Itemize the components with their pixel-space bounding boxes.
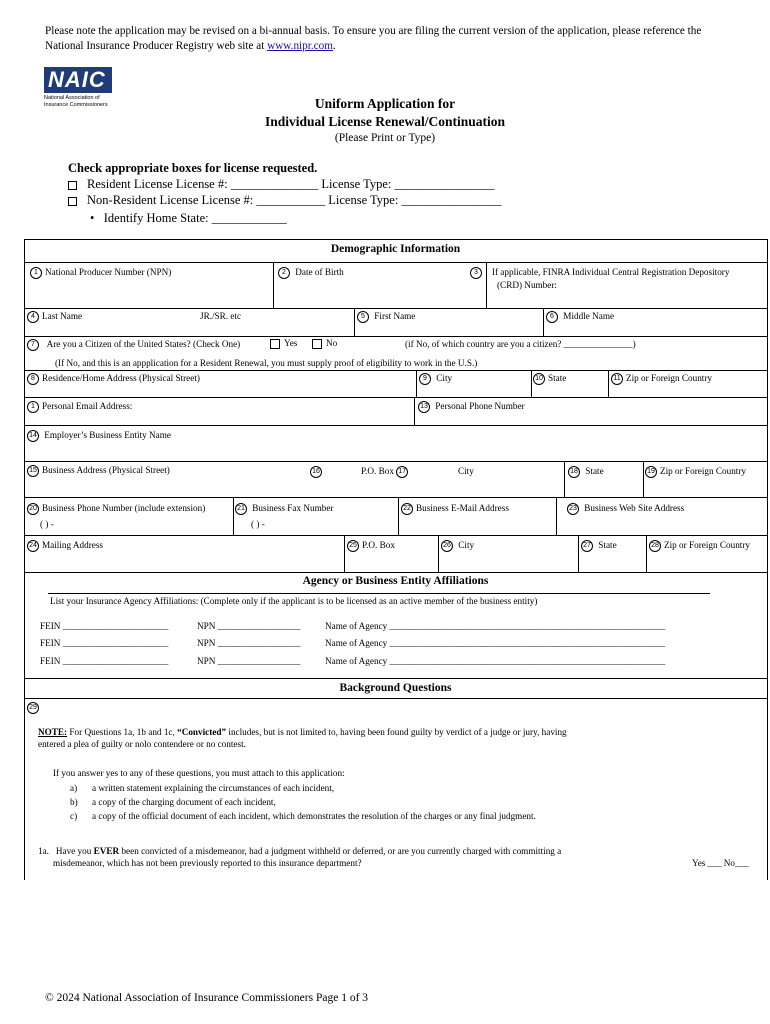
divider	[354, 308, 355, 336]
field-number: 2	[278, 267, 290, 279]
field-number: 22	[401, 503, 413, 515]
crd-label: If applicable, FINRA Individual Central Registration Depository	[491, 267, 730, 278]
question-text: been convicted of a misdemeanor, had a judgment withheld or deferred, or are you currently charged with committing a	[119, 846, 562, 856]
suffix-label: JR./SR. etc	[200, 311, 242, 321]
citizen-yes[interactable]	[258, 338, 297, 349]
field-number: 18	[568, 466, 580, 478]
agency-instructions: List your Insurance Agency Affiliations: (Complete only if the applicant is to be licensed as an active member of the business entity)	[50, 596, 538, 606]
po-box-label: P.O. Box	[361, 466, 394, 477]
crd-field[interactable]	[470, 267, 729, 279]
business-fax-format: ( ) -	[251, 519, 265, 529]
field-number: 16	[310, 466, 322, 478]
divider	[24, 572, 767, 573]
logo-line-1: National Association of	[44, 95, 100, 101]
logo-line-2: Insurance Commissioners	[44, 101, 108, 108]
personal-phone-field[interactable]	[418, 401, 525, 413]
npn-field[interactable]	[30, 267, 171, 279]
resident-license-label: Resident License License #: ______________ License Type: ________________	[87, 177, 495, 191]
question-number: 1a.	[38, 846, 49, 856]
middle-name-field[interactable]	[546, 311, 614, 323]
fein-field[interactable]: FEIN _______________________	[40, 621, 169, 631]
business-fax-label: Business Fax Number	[252, 503, 334, 514]
citizen-question	[27, 339, 240, 351]
crd-label-2: (CRD) Number:	[497, 280, 557, 290]
attach-item: a written statement explaining the circumstances of each incident,	[92, 783, 335, 793]
background-heading: Background Questions	[339, 682, 452, 694]
npn-affiliation-field[interactable]: NPN __________________	[197, 621, 301, 631]
zip-label: Zip or Foreign Country	[660, 466, 746, 477]
field-number: 27	[581, 540, 593, 552]
business-email-label: Business E-Mail Address	[416, 503, 509, 514]
yes-label: Yes	[284, 338, 298, 348]
npn-affiliation-field[interactable]: NPN __________________	[197, 656, 301, 666]
notice-text: Please note the application may be revised on a bi-annual basis. To ensure you are filing the current version of the application, please reference the National Insurance Producer Registry web site at	[45, 25, 702, 52]
business-web-field[interactable]	[567, 503, 684, 515]
home-address-label: Residence/Home Address (Physical Street)	[42, 373, 200, 384]
mailing-state-field[interactable]	[581, 540, 617, 552]
home-city-field[interactable]	[419, 373, 452, 385]
zip-label: Zip or Foreign Country	[664, 540, 750, 551]
question-1a	[38, 846, 561, 856]
divider	[24, 535, 767, 536]
nonresident-license-checkbox[interactable]	[68, 197, 77, 206]
field-number: 29	[27, 702, 39, 714]
field-number: 23	[567, 503, 579, 515]
agency-name-field[interactable]: Name of Agency ____________________________________________________________	[325, 621, 666, 631]
citizen-no[interactable]	[300, 338, 337, 349]
divider	[556, 497, 557, 535]
mailing-address-field[interactable]	[27, 540, 103, 552]
divider	[646, 535, 647, 572]
field-number: 21	[235, 503, 247, 515]
nonresident-license-row	[68, 193, 501, 208]
business-address-label: Business Address (Physical Street)	[42, 465, 170, 476]
home-state-row: • Identify Home State: ____________	[90, 211, 287, 225]
state-label: State	[548, 373, 567, 384]
dob-label: Date of Birth	[295, 267, 344, 278]
nonresident-license-label: Non-Resident License License #: ___________ License Type: ________________	[87, 193, 502, 207]
form-title-line-2: Individual License Renewal/Continuation	[264, 114, 506, 129]
business-state-field[interactable]	[568, 466, 604, 478]
last-name-field[interactable]	[27, 311, 82, 323]
npn-label: National Producer Number (NPN)	[45, 267, 172, 278]
zip-label: Zip or Foreign Country	[626, 373, 712, 384]
npn-affiliation-field[interactable]: NPN __________________	[197, 638, 301, 648]
divider	[48, 593, 710, 594]
divider	[414, 397, 415, 425]
field-number: 15	[27, 465, 39, 477]
agency-name-field[interactable]: Name of Agency ____________________________________________________________	[325, 638, 666, 648]
field-number: 1	[30, 267, 42, 279]
middle-name-label: Middle Name	[563, 311, 615, 322]
personal-email-label: Personal Email Address:	[42, 401, 133, 412]
field-number: 1	[27, 401, 39, 413]
po-box-label: P.O. Box	[362, 540, 395, 551]
form-title-line-1: Uniform Application for	[314, 96, 456, 111]
logo-mark: NAIC	[44, 67, 112, 93]
dob-field[interactable]	[278, 267, 344, 279]
first-name-label: First Name	[374, 311, 416, 322]
business-fax-field[interactable]	[235, 503, 333, 515]
background-number	[27, 702, 42, 714]
field-number: 5	[357, 311, 369, 323]
field-number: 25	[347, 540, 359, 552]
divider	[24, 308, 767, 309]
question-1a-answer[interactable]: Yes ___ No___	[692, 858, 749, 868]
employer-field[interactable]	[27, 430, 171, 442]
question-text: Have you	[55, 846, 94, 856]
note-text: For Questions 1a, 1b and 1c,	[67, 727, 178, 737]
divider	[608, 370, 609, 397]
field-number: 10	[533, 373, 545, 385]
attach-letter: a)	[70, 783, 78, 793]
citizen-country-field[interactable]: (if No, of which country are you a citizen? _______________)	[405, 339, 636, 349]
revision-notice	[45, 24, 735, 54]
field-number: 4	[27, 311, 39, 323]
field-number: 17	[396, 466, 408, 478]
field-number: 9	[419, 373, 431, 385]
mailing-address-label: Mailing Address	[42, 540, 103, 551]
field-number: 19	[645, 466, 657, 478]
home-zip-field[interactable]	[611, 373, 712, 385]
mailing-po-box-field[interactable]	[347, 540, 395, 552]
form-subtitle: (Please Print or Type)	[334, 132, 436, 144]
divider	[24, 262, 767, 263]
city-label: City	[458, 540, 475, 551]
demographic-heading: Demographic Information	[330, 243, 461, 255]
field-number: 14	[27, 430, 39, 442]
attach-intro: If you answer yes to any of these questions, you must attach to this application:	[53, 768, 345, 778]
last-name-label: Last Name	[42, 311, 83, 322]
divider	[578, 535, 579, 572]
field-number: 26	[441, 540, 453, 552]
note-label: NOTE:	[38, 727, 68, 737]
home-state-field[interactable]	[533, 373, 566, 385]
citizen-label: Are you a Citizen of the United States? (Check One)	[46, 339, 241, 350]
field-number: 28	[649, 540, 661, 552]
divider	[233, 497, 234, 535]
field-number: 13	[418, 401, 430, 413]
check-heading: Check appropriate boxes for license requested.	[68, 161, 318, 175]
divider	[273, 262, 274, 308]
note-text: includes, but is not limited to, having been found guilty by verdict of a judge or jury, having	[226, 727, 567, 737]
first-name-field[interactable]	[357, 311, 415, 323]
divider	[24, 698, 767, 699]
business-po-box-field[interactable]	[361, 466, 411, 478]
employer-label: Employer’s Business Entity Name	[44, 430, 171, 441]
divider	[24, 397, 767, 398]
divider	[24, 678, 767, 679]
attach-letter: c)	[70, 811, 78, 821]
divider	[24, 425, 767, 426]
no-label: No	[326, 338, 338, 348]
resident-license-checkbox[interactable]	[68, 181, 77, 190]
nipr-link[interactable]: www.nipr.com	[267, 40, 333, 52]
field-number: 6	[546, 311, 558, 323]
business-city-label: City	[458, 466, 474, 476]
field-number: 7	[27, 339, 39, 351]
note-convicted: “Convicted”	[177, 727, 227, 737]
yes-checkbox[interactable]	[270, 339, 280, 349]
mailing-city-field[interactable]	[441, 540, 474, 552]
divider	[24, 497, 767, 498]
divider	[564, 461, 565, 497]
field-number: 8	[27, 373, 39, 385]
resident-license-row	[68, 177, 495, 192]
business-address-field[interactable]	[27, 465, 170, 477]
agency-heading: Agency or Business Entity Affiliations	[302, 575, 489, 587]
city-label: City	[436, 373, 453, 384]
field-number: 20	[27, 503, 39, 515]
business-web-label: Business Web Site Address	[584, 503, 685, 514]
fein-field[interactable]: FEIN _______________________	[40, 638, 169, 648]
note-line-2: entered a plea of guilty or nolo contendere or no contest.	[38, 739, 246, 749]
divider	[398, 497, 399, 535]
divider	[643, 461, 644, 497]
fein-field[interactable]: FEIN _______________________	[40, 656, 169, 666]
business-zip-field[interactable]	[645, 466, 746, 478]
question-1a-line-2: misdemeanor, which has not been previously reported to this insurance department?	[53, 858, 362, 868]
notice-end: .	[332, 40, 336, 52]
question-ever: EVER	[93, 846, 120, 856]
divider	[24, 461, 767, 462]
mailing-zip-field[interactable]	[649, 540, 750, 552]
divider	[438, 535, 439, 572]
business-phone-label: Business Phone Number (include extension)	[42, 503, 206, 514]
eligibility-note: (If No, and this is an appplication for a Resident Renewal, you must supply proof of eligibility to work in the U.S.)	[55, 358, 478, 368]
note-paragraph	[38, 727, 567, 737]
business-phone-format: ( ) -	[40, 519, 54, 529]
field-number: 24	[27, 540, 39, 552]
business-email-field[interactable]	[401, 503, 509, 515]
divider	[531, 370, 532, 397]
attach-item: a copy of the official document of each incident, which demonstrates the resolution of the charges or any final judgment.	[92, 811, 536, 821]
divider	[24, 336, 767, 337]
agency-name-field[interactable]: Name of Agency ____________________________________________________________	[325, 656, 666, 666]
page-footer: © 2024 National Association of Insurance Commissioners Page 1 of 3	[45, 992, 369, 1004]
business-city-field[interactable]	[310, 466, 325, 478]
divider	[344, 535, 345, 572]
home-address-field[interactable]	[27, 373, 200, 385]
field-number: 3	[470, 267, 482, 279]
business-phone-field[interactable]	[27, 503, 205, 515]
state-label: State	[585, 466, 604, 477]
no-checkbox[interactable]	[312, 339, 322, 349]
state-label: State	[598, 540, 617, 551]
field-number: 11	[611, 373, 623, 385]
personal-email-field[interactable]	[27, 401, 132, 413]
attach-letter: b)	[70, 797, 78, 807]
divider	[24, 370, 767, 371]
personal-phone-label: Personal Phone Number	[435, 401, 525, 412]
divider	[416, 370, 417, 397]
attach-item: a copy of the charging document of each incident,	[92, 797, 276, 807]
home-state-label: Identify Home State: ____________	[103, 211, 287, 225]
divider	[543, 308, 544, 336]
